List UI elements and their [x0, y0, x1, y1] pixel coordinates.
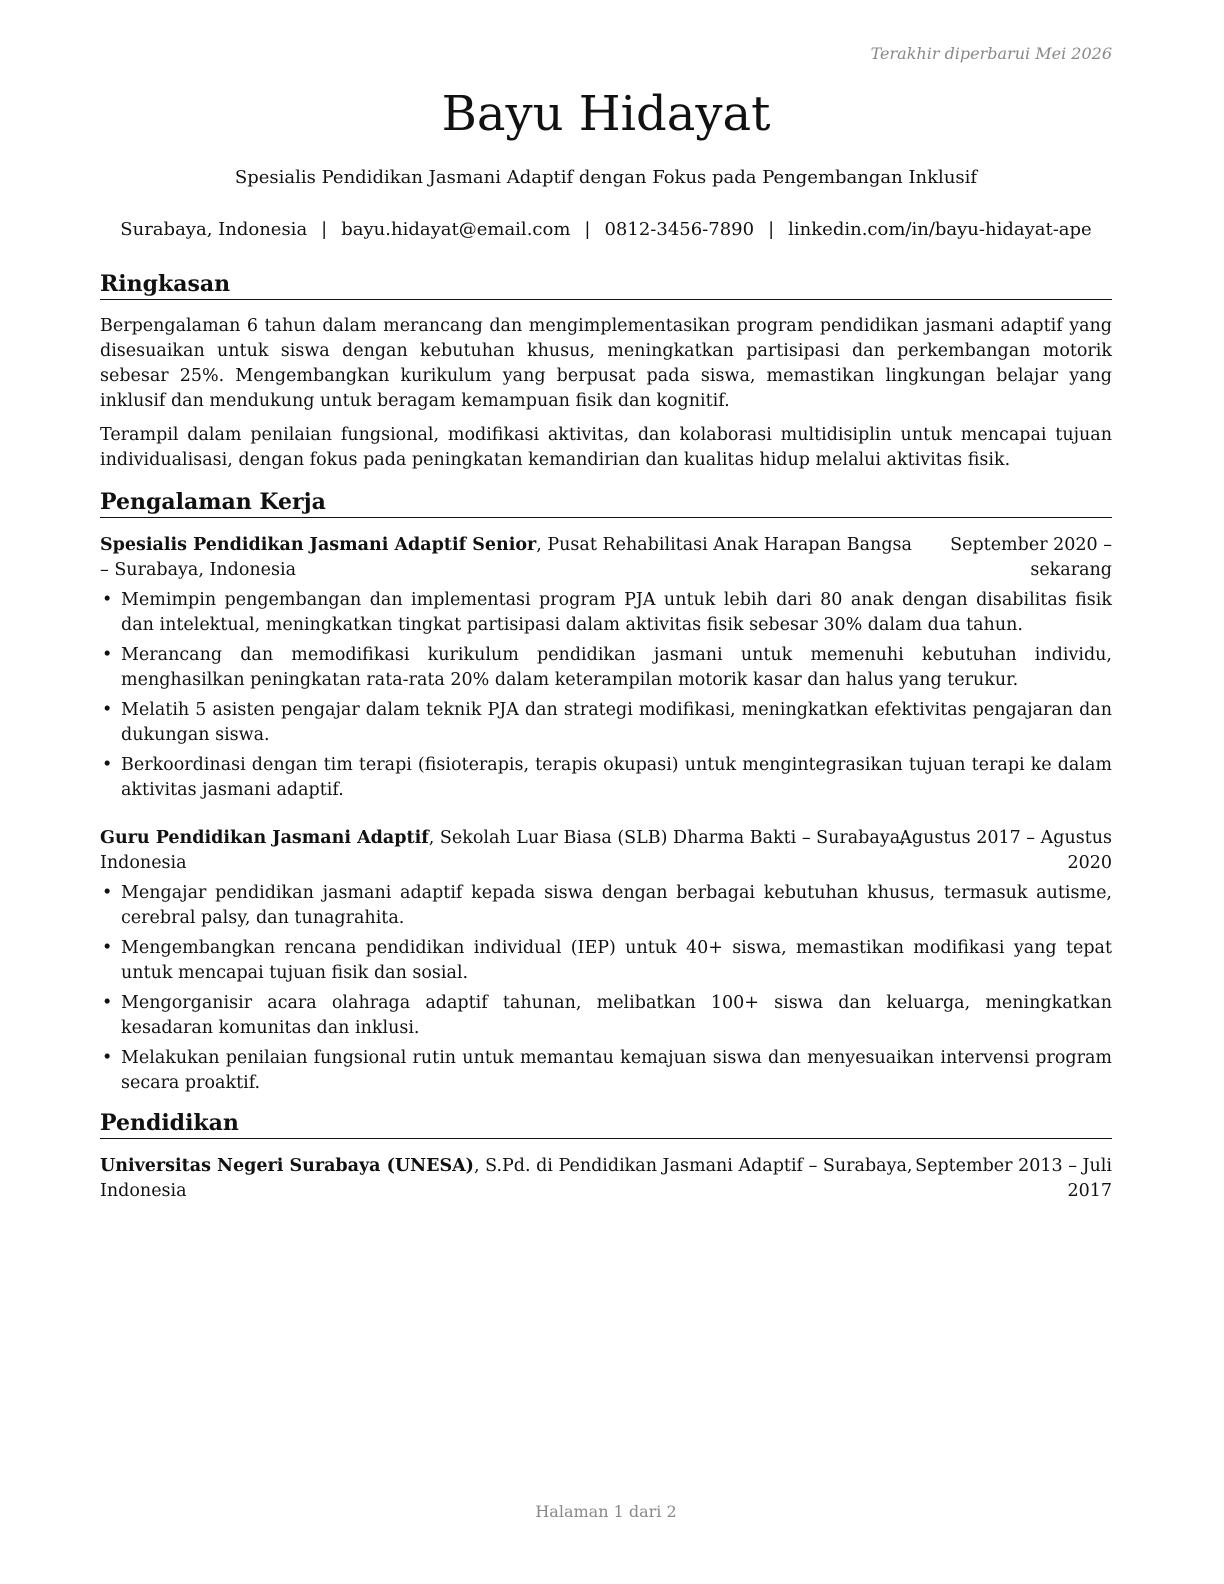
page-number: Halaman 1 dari 2 — [535, 1502, 677, 1521]
job-organization: , Pusat Rehabilitasi Anak Harapan Bangsa — [536, 535, 912, 555]
section-title-experience: Pengalaman Kerja — [100, 488, 1112, 518]
list-item: • Mengembangkan rencana pendidikan individual (IEP) untuk 40+ siswa, memastikan modifikasi yang tepat untuk mencapai tujuan fisik dan sosial. — [100, 936, 1112, 986]
tagline: Spesialis Pendidikan Jasmani Adaptif dengan Fokus pada Pengembangan Inklusif — [234, 167, 978, 188]
list-item: • Melakukan penilaian fungsional rutin untuk memantau kemajuan siswa dan menyesuaikan intervensi program secara proaktif. — [100, 1046, 1112, 1096]
education-entry — [100, 1154, 1112, 1204]
education-degree: , S.Pd. di Pendidikan Jasmani Adaptif – Surabaya, — [473, 1156, 913, 1176]
contact-separator: | — [321, 219, 328, 240]
list-item: • Melatih 5 asisten pengajar dalam teknik PJA dan strategi modifikasi, meningkatkan efektivitas pengajaran dan dukungan siswa. — [100, 698, 1112, 748]
job-date: September 2020 – — [950, 535, 1112, 555]
contact-email[interactable]: bayu.hidayat@email.com — [341, 219, 571, 240]
list-item: • Mengorganisir acara olahraga adaptif tahunan, melibatkan 100+ siswa dan keluarga, meningkatkan kesadaran komunitas dan inklusi. — [100, 991, 1112, 1041]
section-title-summary: Ringkasan — [100, 270, 1112, 300]
job-organization: , Sekolah Luar Biasa (SLB) Dharma Bakti – Surabaya, — [428, 828, 906, 848]
contact-linkedin[interactable]: linkedin.com/in/bayu-hidayat-ape — [788, 219, 1092, 240]
job-header — [100, 826, 1112, 876]
list-item: • Merancang dan memodifikasi kurikulum pendidikan jasmani untuk memenuhi kebutuhan individu, menghasilkan peningkatan rata-rata 20% dalam keterampilan motorik kasar dan halus yang terukur. — [100, 643, 1112, 693]
contact-location: Surabaya, Indonesia — [120, 219, 308, 240]
contact-line — [100, 219, 1112, 240]
list-item: • Memimpin pengembangan dan implementasi program PJA untuk lebih dari 80 anak dengan disabilitas fisik dan intelektual, meningkatkan tingkat partisipasi dalam aktivitas fisik sebesar 30% dalam dua tahun. — [100, 588, 1112, 638]
contact-phone: 0812-3456-7890 — [604, 219, 755, 240]
job-bullets — [100, 588, 1112, 808]
education-location: Indonesia — [100, 1181, 187, 1201]
job-header — [100, 533, 1112, 583]
job-date-end: 2020 — [1067, 853, 1112, 873]
job-date: Agustus 2017 – Agustus — [899, 828, 1112, 848]
job-role: Guru Pendidikan Jasmani Adaptif — [100, 828, 429, 848]
summary-paragraph: Berpengalaman 6 tahun dalam merancang dan mengimplementasikan program pendidikan jasmani adaptif yang disesuaikan untuk siswa dengan kebutuhan khusus, meningkatkan partisipasi dan perkembangan motorik sebesar 25%. Mengembangkan kurikulum yang berpusat pada siswa, memastikan lingkungan belajar yang inklusif dan mendukung untuk beragam kemampuan fisik dan kognitif. — [100, 316, 1112, 411]
contact-separator: | — [584, 219, 591, 240]
job-role: Spesialis Pendidikan Jasmani Adaptif Senior — [100, 535, 537, 555]
summary-paragraph: Terampil dalam penilaian fungsional, modifikasi aktivitas, dan kolaborasi multidisiplin untuk mencapai tujuan individualisasi, dengan fokus pada peningkatan kemandirian dan kualitas hidup melalui aktivitas fisik. — [100, 425, 1112, 470]
candidate-name: Bayu Hidayat — [441, 86, 771, 142]
job-bullets — [100, 881, 1112, 1101]
contact-separator: | — [768, 219, 775, 240]
job-location: Indonesia — [100, 853, 187, 873]
education-date: September 2013 – Juli — [915, 1156, 1112, 1176]
list-item: • Berkoordinasi dengan tim terapi (fisioterapis, terapis okupasi) untuk mengintegrasikan tujuan terapi ke dalam aktivitas jasmani adaptif. — [100, 753, 1112, 803]
last-updated: Terakhir diperbarui Mei 2026 — [870, 44, 1112, 63]
job-location: – Surabaya, Indonesia — [100, 560, 297, 580]
list-item: • Mengajar pendidikan jasmani adaptif kepada siswa dengan berbagai kebutuhan khusus, termasuk autisme, cerebral palsy, dan tunagrahita. — [100, 881, 1112, 931]
education-date-end: 2017 — [1067, 1181, 1112, 1201]
education-institution: Universitas Negeri Surabaya (UNESA) — [100, 1156, 474, 1176]
section-title-education: Pendidikan — [100, 1109, 1112, 1139]
resume-page — [100, 0, 1112, 1584]
job-date-end: sekarang — [1030, 560, 1112, 580]
